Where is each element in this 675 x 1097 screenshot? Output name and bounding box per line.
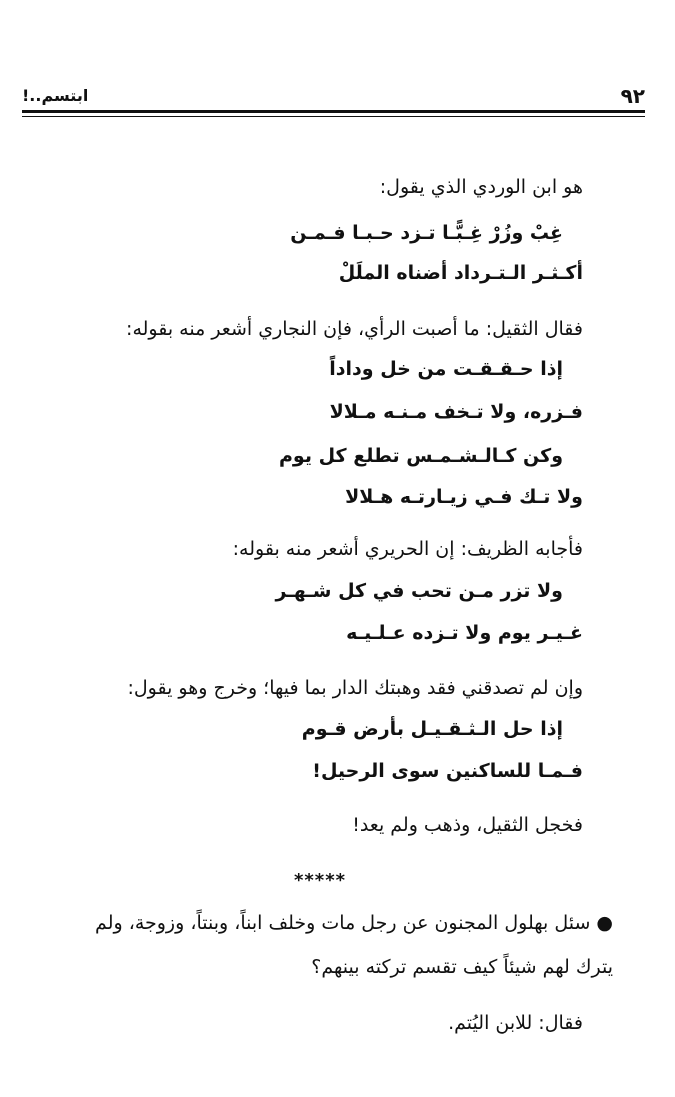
paragraph-text: يترك لهم شيئاً كيف تقسم تركته بينهم؟ xyxy=(311,956,613,978)
paragraph-text: فخجل الثقيل، وذهب ولم يعد! xyxy=(352,814,583,836)
verse-line: إذا حل الـثـقـيـل بأرض قـوم xyxy=(301,718,563,740)
page-number: ٩٢ xyxy=(620,84,645,108)
verse-line: فـمـا للساكنين سوى الرحيل! xyxy=(312,760,583,782)
header-rule-thin xyxy=(22,116,645,117)
paragraph-text: وإن لم تصدقني فقد وهبتك الدار بما فيها؛ وخرج وهو يقول: xyxy=(127,677,583,699)
intro-text: هو ابن الوردي الذي يقول: xyxy=(379,176,583,198)
verse-line: وكن كـالـشـمـس تطلع كل يوم xyxy=(279,445,563,467)
verse-line: أكـثـر الـتـرداد أضناه الملَلْ xyxy=(338,262,583,284)
paragraph-text: فأجابه الظريف: إن الحريري أشعر منه بقوله: xyxy=(232,538,583,560)
header-rule-thick xyxy=(22,110,645,113)
section-separator: ***** xyxy=(293,870,347,891)
running-title: ابتسم..! xyxy=(22,86,89,105)
paragraph-text: فقال: للابن اليُتم. xyxy=(448,1012,583,1034)
verse-line: إذا حـقـقـت من خل وداداً xyxy=(329,358,563,380)
verse-line: ولا تزر مـن تحب في كل شـهـر xyxy=(275,580,563,602)
verse-line: ولا تـك فـي زيـارتـه هـلالا xyxy=(345,486,583,508)
paragraph-text: فقال الثقيل: ما أصبت الرأي، فإن النجاري أشعر منه بقوله: xyxy=(126,318,583,340)
page-header xyxy=(22,84,645,112)
verse-line: فـزره، ولا تـخف مـنـه مـلالا xyxy=(329,401,583,423)
verse-line: غِبْ وزُرْ غِـبًّـا تـزد حـبـا فـمـن xyxy=(290,222,563,244)
verse-line: غـيـر يوم ولا تـزده عـلـيـه xyxy=(346,622,583,644)
paragraph-text: ● سئل بهلول المجنون عن رجل مات وخلف ابناً، وبنتاً، وزوجة، ولم xyxy=(95,912,613,934)
